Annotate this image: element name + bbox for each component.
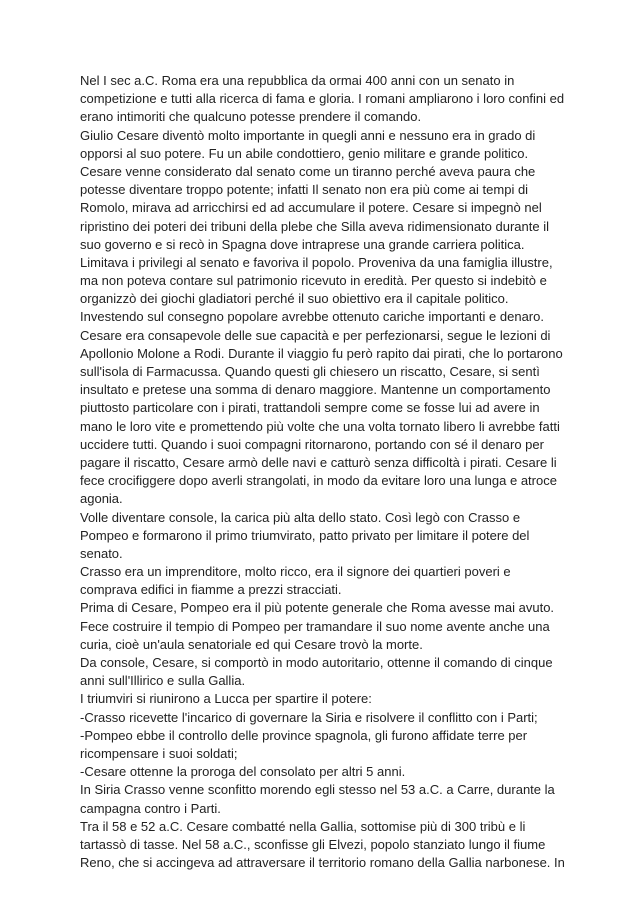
text-line: I triumviri si riunirono a Lucca per spartire il potere: [80, 691, 372, 707]
text-line: campagna contro i Parti. [80, 800, 221, 816]
text-line: Romolo, mirava ad arricchirsi ed ad accumulare il potere. Cesare si impegnò nel [80, 200, 542, 216]
text-line: Crasso era un imprenditore, molto ricco, era il signore dei quartieri poveri e [80, 564, 511, 580]
text-line: curia, cioè un'aula senatoriale ed qui Cesare trovò la morte. [80, 636, 423, 652]
text-line: piuttosto particolare con i pirati, trattandoli sempre come se fosse lui ad avere in [80, 400, 540, 416]
text-line: -Pompeo ebbe il controllo delle province spagnola, gli furono affidate terre per [80, 727, 528, 743]
text-line: insultato e pretese una somma di denaro maggiore. Mantenne un comportamento [80, 382, 551, 398]
text-line: senato. [80, 545, 123, 561]
text-line: mano le loro vite e promettendo più volte che una volta tornato libero li avrebbe fatti [80, 418, 560, 434]
text-line: In Siria Crasso venne sconfitto morendo egli stesso nel 53 a.C. a Carre, durante la [80, 782, 555, 798]
text-line: organizzò dei giochi gladiatori perché il suo obiettivo era il capitale politico. [80, 291, 509, 307]
text-line: Giulio Cesare diventò molto importante in quegli anni e nessuno era in grado di [80, 127, 536, 143]
text-line: ma non poteva contare sul patrimonio ricevuto in eredità. Per questo si indebitò e [80, 273, 547, 289]
text-line: anni sull'Illirico e sulla Gallia. [80, 673, 246, 689]
text-line: opporsi al suo potere. Fu un abile condottiero, genio militare e grande politico. [80, 145, 529, 161]
document-body [80, 72, 570, 872]
text-line: Cesare venne considerato dal senato come un tiranno perché aveva paura che [80, 163, 536, 179]
text-line: potesse diventare troppo potente; infatti Il senato non era più come ai tempi di [80, 182, 529, 198]
text-line: Reno, che si accingeva ad attraversare il territorio romano della Gallia narbonese. In [80, 855, 565, 871]
text-line: ricompensare i suoi soldati; [80, 745, 238, 761]
text-line: Fece costruire il tempio di Pompeo per tramandare il suo nome avente anche una [80, 618, 550, 634]
text-line: pagare il riscatto, Cesare armò delle navi e catturò senza difficoltà i pirati. Cesare li [80, 454, 557, 470]
text-line: Prima di Cesare, Pompeo era il più potente generale che Roma avesse mai avuto. [80, 600, 555, 616]
text-line: Limitava i privilegi al senato e favoriva il popolo. Proveniva da una famiglia illustre, [80, 254, 553, 270]
text-line: erano intimoriti che qualcuno potesse prendere il comando. [80, 109, 422, 125]
text-line: comprava edifici in fiamme a prezzi stracciati. [80, 582, 342, 598]
text-line: Investendo sul consegno popolare avrebbe ottenuto cariche importanti e denaro. [80, 309, 544, 325]
text-line: Tra il 58 e 52 a.C. Cesare combatté nella Gallia, sottomise più di 300 tribù e li [80, 818, 526, 834]
text-line: -Crasso ricevette l'incarico di governare la Siria e risolvere il conflitto con i Parti; [80, 709, 538, 725]
text-line: Da console, Cesare, si comportò in modo autoritario, ottenne il comando di cinque [80, 655, 553, 670]
text-line: Apollonio Molone a Rodi. Durante il viaggio fu però rapito dai pirati, che lo portarono [80, 345, 563, 361]
text-line: uccidere tutti. Quando i suoi compagni ritornarono, portando con sé il denaro per [80, 436, 544, 452]
text-line: tartassò di tasse. Nel 58 a.C., sconfisse gli Elvezi, popolo stanziato lungo il fiume [80, 836, 546, 852]
text-line: suo governo e si recò in Spagna dove intraprese una grande carriera politica. [80, 236, 525, 252]
text-line: competizione e tutti alla ricerca di fama e gloria. I romani ampliarono i loro confini ed [80, 91, 565, 107]
text-line: sull'isola di Farmacussa. Quando questi gli chiesero un riscatto, Cesare, si sentì [80, 364, 540, 379]
text-line: Volle diventare console, la carica più alta dello stato. Così legò con Crasso e [80, 509, 521, 525]
text-line: Nel I sec a.C. Roma era una repubblica da ormai 400 anni con un senato in [80, 73, 515, 88]
text-line: Cesare era consapevole delle sue capacità e per perfezionarsi, segue le lezioni di [80, 327, 551, 343]
text-line: fece crocifiggere dopo averli strangolati, in modo da evitare loro una lunga e atroce [80, 473, 557, 489]
text-line: -Cesare ottenne la proroga del consolato per altri 5 anni. [80, 764, 406, 780]
text-line: agonia. [80, 491, 123, 507]
text-line: ripristino dei poteri dei tribuni della plebe che Silla aveva ridimensionato durante il [80, 218, 549, 234]
text-line: Pompeo e formarono il primo triumvirato, patto privato per limitare il potere del [80, 527, 530, 543]
